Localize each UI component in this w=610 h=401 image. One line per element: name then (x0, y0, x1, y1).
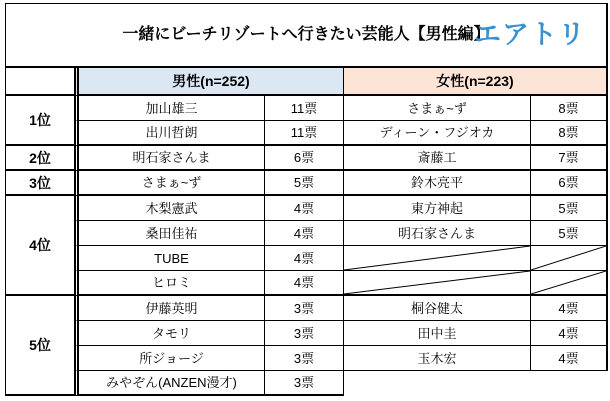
male-name-cell: 明石家さんま (74, 146, 265, 171)
male-name-cell: 加山雄三 (74, 96, 265, 121)
title-row (6, 4, 608, 68)
male-name-cell: さまぁ~ず (74, 171, 265, 196)
male-name-cell: 桑田佳祐 (74, 221, 265, 246)
rank-label-4: 4位 (6, 196, 74, 296)
female-name-cell: ディーン・フジオカ (344, 121, 531, 146)
male-name-cell: ヒロミ (74, 271, 265, 296)
male-votes-cell: 11票 (265, 121, 344, 146)
rank-label-2: 2位 (6, 146, 74, 171)
female-name-cell: 桐谷健太 (344, 296, 531, 321)
diagonal-line-icon (344, 246, 530, 270)
female-name-cell-slashed (344, 246, 531, 271)
male-name-cell: 伊藤英明 (74, 296, 265, 321)
male-name-cell: 木梨憲武 (74, 196, 265, 221)
male-votes-cell: 4票 (265, 221, 344, 246)
rank-label-1: 1位 (6, 96, 74, 146)
male-votes-cell: 6票 (265, 146, 344, 171)
female-votes-cell: 5票 (531, 221, 608, 246)
page-title: 一緒にビーチリゾートへ行きたい芸能人【男性編】 (122, 26, 490, 43)
male-votes-cell: 4票 (265, 271, 344, 296)
female-votes-cell-slashed (531, 246, 608, 271)
male-name-cell: TUBE (74, 246, 265, 271)
female-name-cell: さまぁ~ず (344, 96, 531, 121)
female-name-cell: 明石家さんま (344, 221, 531, 246)
rank-label-5: 5位 (6, 296, 74, 396)
male-votes-cell: 3票 (265, 346, 344, 371)
male-name-cell: タモリ (74, 321, 265, 346)
female-name-cell: 斎藤工 (344, 146, 531, 171)
male-votes-cell: 3票 (265, 321, 344, 346)
female-votes-cell: 6票 (531, 171, 608, 196)
female-votes-cell: 4票 (531, 346, 608, 371)
female-empty-cell (344, 371, 531, 396)
male-column-header: 男性(n=252) (74, 68, 344, 96)
male-name-cell: 所ジョージ (74, 346, 265, 371)
male-votes-cell: 4票 (265, 196, 344, 221)
female-votes-cell: 4票 (531, 296, 608, 321)
male-votes-cell: 3票 (265, 371, 344, 396)
female-empty-cell (531, 371, 608, 396)
diagonal-line-icon (344, 271, 530, 294)
female-votes-cell: 8票 (531, 96, 608, 121)
female-votes-cell: 5票 (531, 196, 608, 221)
female-name-cell: 田中圭 (344, 321, 531, 346)
female-votes-cell: 7票 (531, 146, 608, 171)
rank-header-cell (6, 68, 74, 96)
diagonal-line-icon (531, 271, 606, 294)
female-name-cell: 鈴木亮平 (344, 171, 531, 196)
female-column-header: 女性(n=223) (344, 68, 608, 96)
ranking-table (5, 3, 608, 396)
female-votes-cell: 4票 (531, 321, 608, 346)
airtrip-logo: エアトリ (474, 19, 586, 50)
diagonal-line-icon (531, 246, 606, 270)
female-name-cell: 東方神起 (344, 196, 531, 221)
male-votes-cell: 5票 (265, 171, 344, 196)
male-name-cell: 出川哲朗 (74, 121, 265, 146)
female-votes-cell-slashed (531, 271, 608, 296)
female-votes-cell: 8票 (531, 121, 608, 146)
male-name-cell: みやぞん(ANZEN漫才) (74, 371, 265, 396)
female-name-cell-slashed (344, 271, 531, 296)
male-votes-cell: 3票 (265, 296, 344, 321)
male-votes-cell: 4票 (265, 246, 344, 271)
male-votes-cell: 11票 (265, 96, 344, 121)
female-name-cell: 玉木宏 (344, 346, 531, 371)
rank-label-3: 3位 (6, 171, 74, 196)
